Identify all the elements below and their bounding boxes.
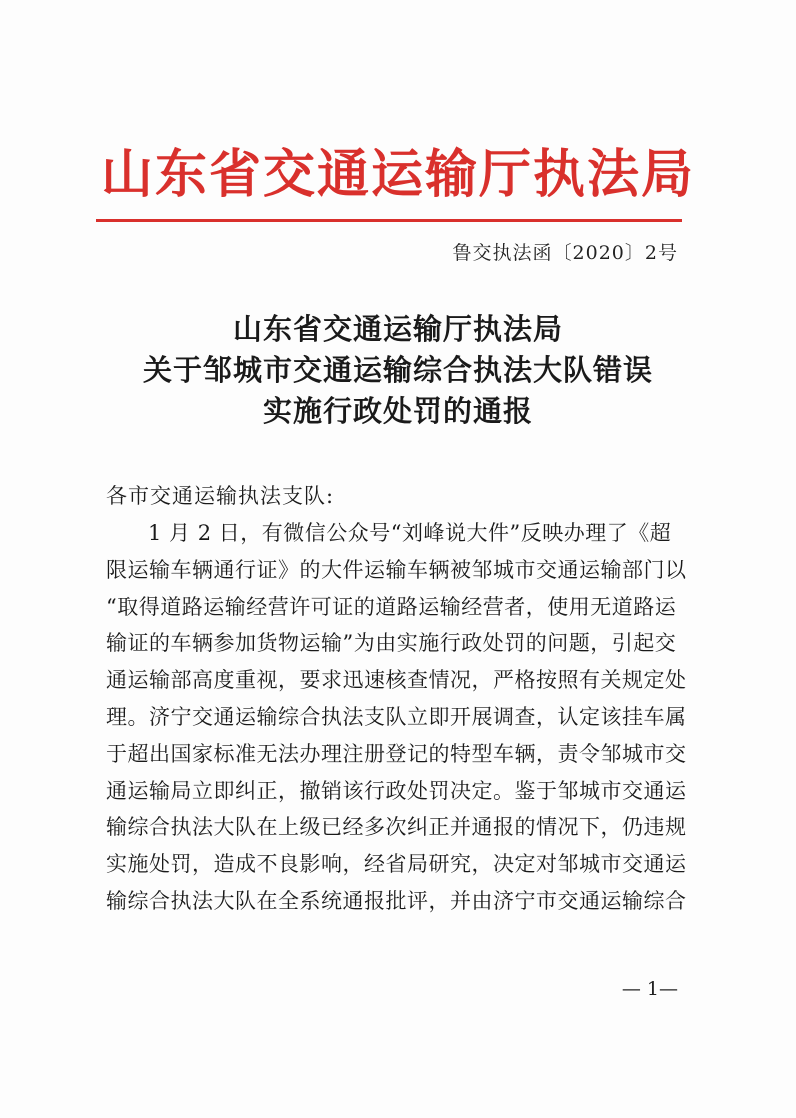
body-line: 于超出国家标准无法办理注册登记的特型车辆，责令邹城市交 (106, 741, 687, 766)
body-line: 实施处罚，造成不良影响，经省局研究，决定对邹城市交通运 (106, 852, 687, 877)
salutation: 各市交通运输执法支队: (106, 484, 335, 508)
organization-header: 山东省交通运输厅执法局 (100, 144, 695, 205)
body-line: 通运输部高度重视，要求迅速核查情况，严格按照有关规定处 (106, 668, 687, 693)
body-line: 输证的车辆参加货物运输”为由实施行政处罚的问题，引起交 (106, 631, 677, 656)
body-line: 1 月 2 日，有微信公众号“刘峰说大件”反映办理了《超 (148, 521, 672, 545)
body-line: 输综合执法大队在全系统通报批评，并由济宁市交通运输综合 (106, 888, 687, 913)
document-number: 鲁交执法函〔2020〕2号 (452, 242, 678, 264)
body-line: 限运输车辆通行证》的大件运输车辆被邹城市交通运输部门以 (106, 557, 687, 582)
body-line: 通运输局立即纠正，撤销该行政处罚决定。鉴于邹城市交通运 (106, 778, 687, 803)
title-line: 实施行政处罚的通报 (262, 394, 533, 428)
body-text (106, 515, 686, 920)
body-line: 输综合执法大队在上级已经多次纠正并通报的情况下，仍违规 (106, 815, 687, 840)
title-line: 山东省交通运输厅执法局 (232, 312, 563, 346)
red-divider-line (96, 219, 682, 222)
page-number: — 1— (621, 978, 678, 1000)
document-title (0, 309, 796, 432)
body-line: “取得道路运输经营许可证的道路运输经营者，使用无道路运 (106, 594, 677, 619)
body-line: 理。济宁交通运输综合执法支队立即开展调查，认定该挂车属 (106, 704, 687, 729)
title-line: 关于邹城市交通运输综合执法大队错误 (142, 353, 653, 387)
